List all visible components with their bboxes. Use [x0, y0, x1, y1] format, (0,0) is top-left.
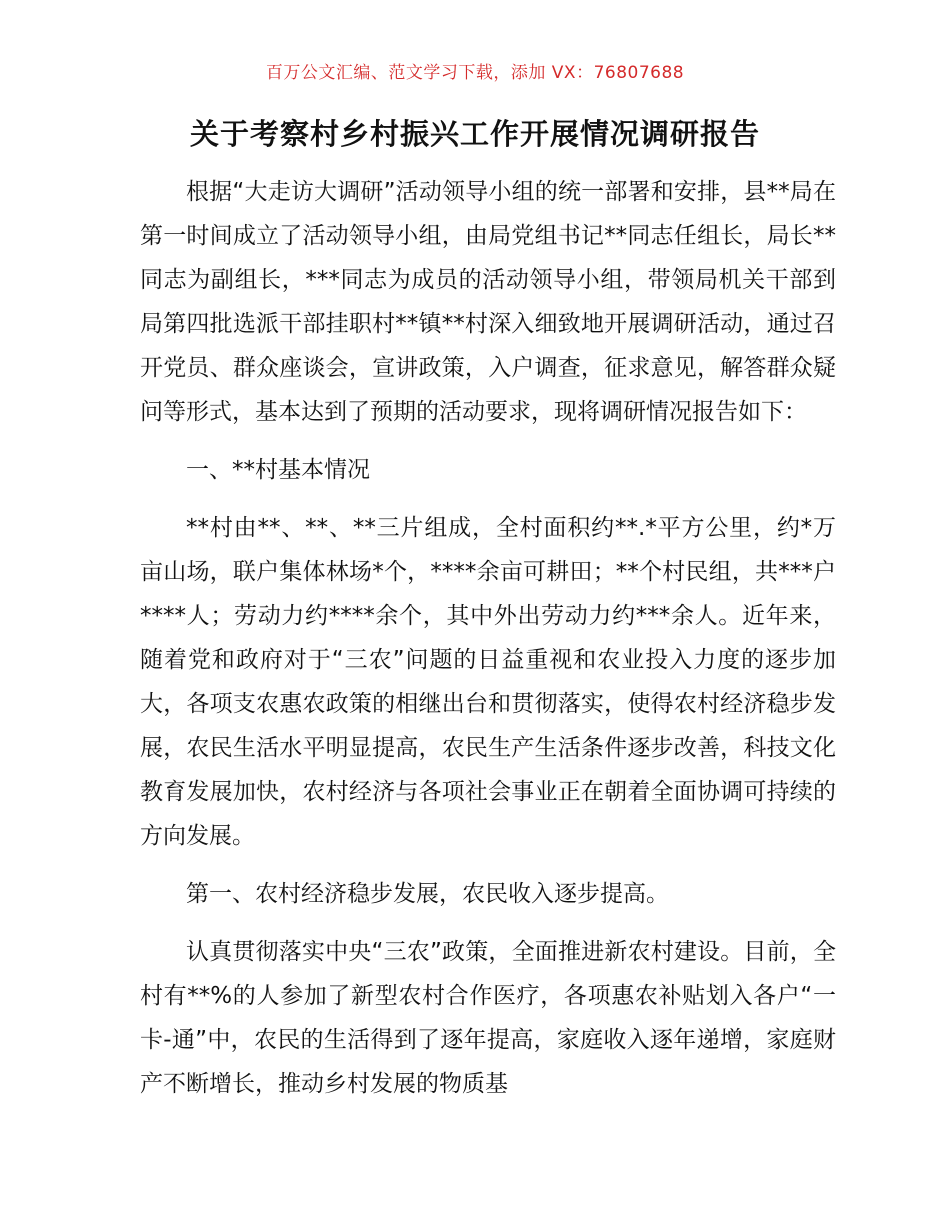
document-title: 关于考察村乡村振兴工作开展情况调研报告	[189, 117, 760, 151]
paragraph-intro: 根据“大走访大调研”活动领导小组的统一部署和安排，县**局在第一时间成立了活动领导小组，由局党组书记**同志任组长，局长**同志为副组长，***同志为成员的活动领导小组，带领局机关干部到局第四批选派干部挂职村**镇**村深入细致地开展调研活动，通过召开党员、群众座谈会，宣讲政策，入户调查，征求意见，解答群众疑问等形式，基本达到了预期的活动要求，现将调研情况报告如下：	[140, 179, 836, 425]
watermark-header: 百万公文汇编、范文学习下载，添加 VX：76807688	[265, 63, 685, 83]
section-heading-economy: 第一、农村经济稳步发展，农民收入逐步提高。	[186, 881, 669, 907]
document-body	[140, 170, 836, 1106]
paragraph-policy-implementation: 认真贯彻落实中央“三农”政策，全面推进新农村建设。目前，全村有**%的人参加了新型农村合作医疗，各项惠农补贴划入各户“一卡-通”中，农民的生活得到了逐年提高，家庭收入逐年递增，家庭财产不断增长，推动乡村发展的物质基	[140, 939, 836, 1097]
paragraph-village-overview: **村由**、**、**三片组成，全村面积约**.*平方公里，约*万亩山场，联户集体林场*个，****余亩可耕田；**个村民组，共***户****人；劳动力约****余个，其中外出劳动力约***余人。近年来，随着党和政府对于“三农”问题的日益重视和农业投入力度的逐步加大，各项支农惠农政策的相继出台和贯彻落实，使得农村经济稳步发展，农民生活水平明显提高，农民生产生活条件逐步改善，科技文化教育发展加快，农村经济与各项社会事业正在朝着全面协调可持续的方向发展。	[140, 515, 836, 849]
section-heading-basic-info: 一、**村基本情况	[186, 457, 370, 483]
